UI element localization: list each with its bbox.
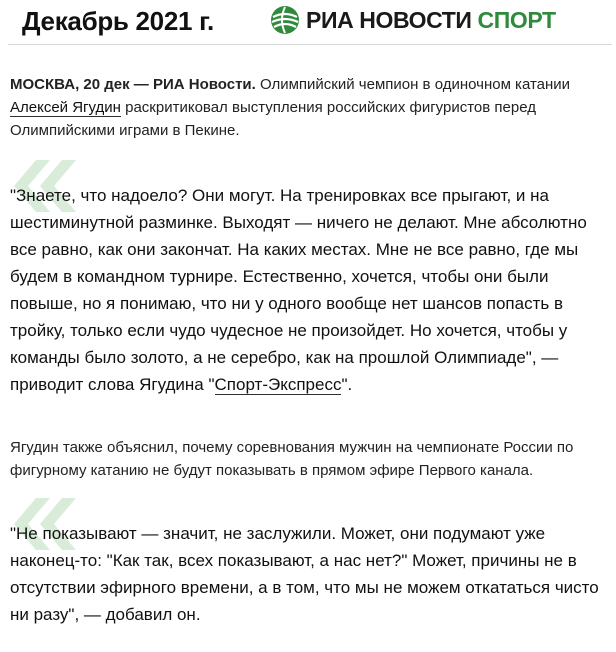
quote-block-1 [10, 182, 610, 398]
ria-novosti-sport-logo[interactable] [270, 5, 556, 35]
logo-main-text: РИА НОВОСТИ [306, 6, 472, 33]
ria-sphere-icon [270, 5, 300, 35]
page-header [0, 0, 616, 44]
yagudin-link[interactable]: Алексей Ягудин [10, 99, 121, 116]
quote-1-text: "Знаете, что надоело? Они могут. На тренировках все прыгают, и на шестиминутной разминке. Выходят — ничего не делают. Мне абсолютно все равно, как они закончат. На каких местах. Мне не все равно, где мы будем в командном турнире. Естественно, хочется, чтобы они были повыше, но я понимаю, что ни у одного вообще нет шансов попасть в тройку, только если чудо чудесное не произойдет. Но хочется, чтобы у команды было золото, а не серебро, как на прошлой Олимпиаде", — приводит слова Ягудина " [10, 186, 587, 394]
lead-paragraph [10, 73, 610, 142]
logo-sport-text: СПОРТ [477, 6, 556, 33]
header-divider [8, 44, 612, 45]
lead-text-start: Олимпийский чемпион в одиночном катании [255, 76, 571, 93]
lead-text-end: раскритиковал выступления российских фигуристов перед Олимпийскими играми в Пекине. [10, 99, 536, 139]
logo-wordmark [306, 7, 556, 34]
body-paragraph: Ягудин также объяснил, почему соревнования мужчин на чемпионате России по фигурному катанию не будут показывать в прямом эфире Первого канала. [10, 439, 574, 479]
sport-express-link[interactable]: Спорт-Экспресс [214, 375, 342, 394]
date-heading: Декабрь 2021 г. [22, 6, 214, 36]
dateline: МОСКВА, 20 дек — РИА Новости. [10, 76, 256, 93]
quote-1-end: ". [341, 375, 353, 394]
quote-block-2: "Не показывают — значит, не заслужили. Может, они подумают уже наконец-то: "Как так, всех показывают, а нас нет?" Может, причины не в отсутствии эфирного времени, а в том, что мы не можем откататься чисто ни разу", — добавил он. [10, 524, 599, 624]
